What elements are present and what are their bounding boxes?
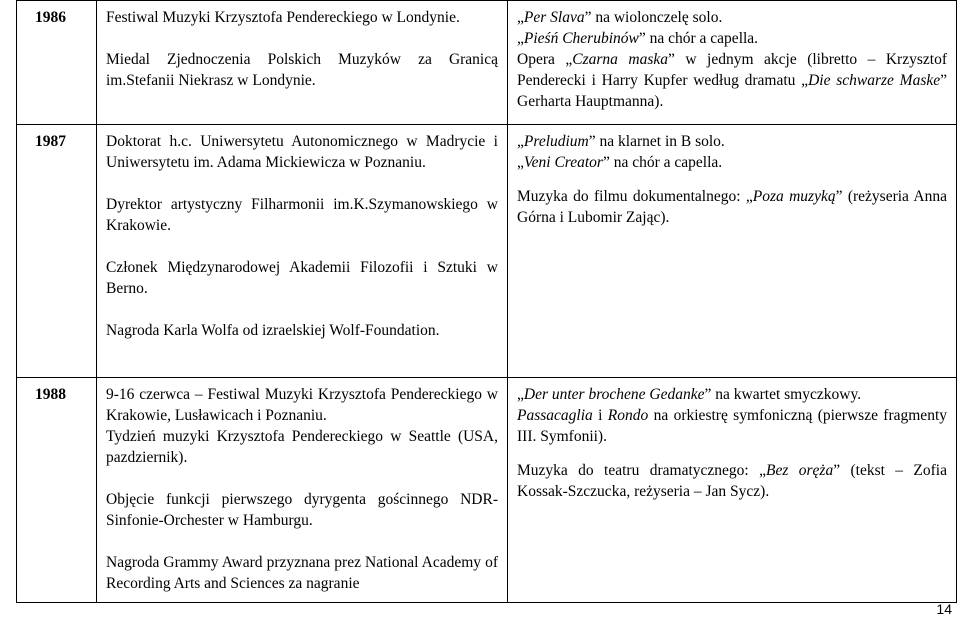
work-title: Czarna maska [572, 51, 668, 68]
works-cell [508, 1, 957, 125]
work-title: Rondo [607, 407, 649, 424]
table-row [17, 1, 957, 125]
work-entry: Opera „Czarna maska” w jednym akcje (libretto – Krzysztof Penderecki i Harry Kupfer według dramatu „Die schwarze Maske” Gerharta Hauptmanna). [517, 51, 947, 110]
work-title: Passacaglia [517, 407, 593, 424]
works-cell [508, 378, 957, 603]
work-entry: „Pieśń Cherubinów” na chór a capella. [517, 30, 759, 47]
event-entry: Objęcie funkcji pierwszego dyrygenta gościnnego NDR-Sinfonie-Orchester w Hamburgu. [106, 491, 498, 529]
events-cell [97, 378, 508, 603]
work-entry: Muzyka do teatru dramatycznego: „Bez oręża” (tekst – Zofia Kossak-Szczucka, reżyseria – Jan Sycz). [517, 462, 947, 500]
event-entry: Doktorat h.c. Uniwersytetu Autonomicznego w Madrycie i Uniwersytetu im. Adama Mickiewicza w Poznaniu. [106, 133, 498, 171]
work-entry: Muzyka do filmu dokumentalnego: „Poza muzyką” (reżyseria Anna Górna i Lubomir Zając). [517, 188, 947, 226]
event-entry: Nagroda Karla Wolfa od izraelskiej Wolf-Foundation. [106, 322, 440, 339]
events-cell [97, 125, 508, 378]
work-title: Preludium [523, 133, 589, 150]
work-title: Per Slava [523, 9, 585, 26]
table-row [17, 125, 957, 378]
event-entry: Miedal Zjednoczenia Polskich Muzyków za Granicą im.Stefanii Niekrasz w Londynie. [106, 51, 498, 89]
work-entry: „Preludium” na klarnet in B solo. [517, 133, 725, 150]
work-title: Bez oręża [765, 462, 834, 479]
year-cell: 1986 [17, 1, 97, 125]
work-entry: Passacaglia i Rondo na orkiestrę symfoniczną (pierwsze fragmenty III. Symfonii). [517, 407, 947, 445]
work-title: Poza muzyką [752, 188, 836, 205]
event-entry: Festiwal Muzyki Krzysztofa Pendereckiego w Londynie. [106, 9, 460, 26]
work-entry: „Der unter brochene Gedanke” na kwartet smyczkowy. [517, 386, 862, 403]
table-row [17, 378, 957, 603]
work-title: Der unter brochene Gedanke [523, 386, 705, 403]
works-cell [508, 125, 957, 378]
work-entry: „Veni Creator” na chór a capella. [517, 154, 723, 171]
event-entry: Nagroda Grammy Award przyznana prez National Academy of Recording Arts and Sciences za nagranie [106, 554, 498, 592]
chronology-table [16, 0, 957, 603]
work-title: Veni Creator [523, 154, 603, 171]
event-entry: 9-16 czerwca – Festiwal Muzyki Krzysztofa Pendereckiego w Krakowie, Lusławicach i Poznaniu. [106, 386, 498, 424]
year-cell: 1987 [17, 125, 97, 378]
work-title: Die schwarze Maske [808, 72, 941, 89]
work-entry: „Per Slava” na wiolonczelę solo. [517, 9, 723, 26]
events-cell [97, 1, 508, 125]
work-title: Pieśń Cherubinów [523, 30, 639, 47]
page-number: 14 [936, 601, 952, 617]
event-entry: Tydzień muzyki Krzysztofa Pendereckiego w Seattle (USA, pazdziernik). [106, 428, 498, 466]
event-entry: Członek Międzynarodowej Akademii Filozofii i Sztuki w Berno. [106, 259, 498, 297]
event-entry: Dyrektor artystyczny Filharmonii im.K.Szymanowskiego w Krakowie. [106, 196, 498, 234]
year-cell: 1988 [17, 378, 97, 603]
